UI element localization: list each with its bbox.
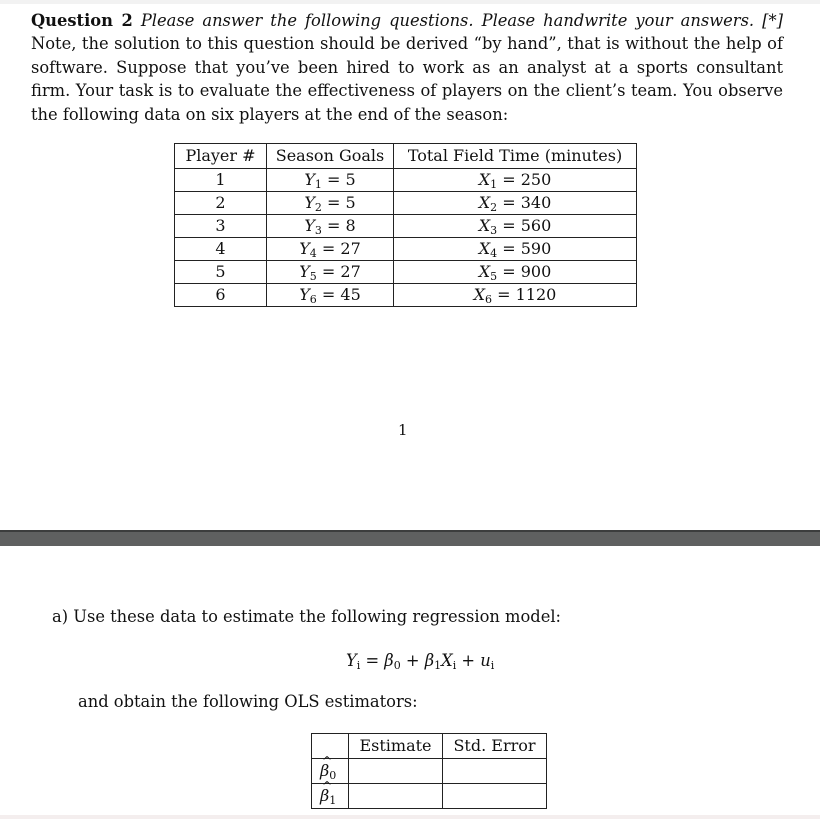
- page-separator: [0, 530, 820, 546]
- field-time-cell: $X_2 = 340$: [394, 192, 637, 215]
- header-season-goals: Season Goals: [267, 144, 394, 169]
- part-a-text: Use these data to estimate the following regression model:: [73, 607, 562, 626]
- table-row: [175, 238, 637, 261]
- estimate-cell: [349, 784, 443, 809]
- std-error-cell: [443, 784, 547, 809]
- player-cell: 4: [175, 238, 267, 261]
- page-separator-edge: [0, 530, 820, 532]
- beta-0-hat: ^ $\beta_0$: [312, 759, 349, 784]
- player-cell: 6: [175, 284, 267, 307]
- goals-cell: $Y_1 = 5$: [267, 169, 394, 192]
- header-std-error: Std. Error: [443, 734, 547, 759]
- field-time-cell: $X_3 = 560$: [394, 215, 637, 238]
- question-heading: Question 2: [31, 11, 133, 30]
- page-number: 1: [398, 421, 408, 439]
- table-row: [175, 215, 637, 238]
- question-instruction: Please answer the following questions. Please handwrite your answers. [*]: [140, 11, 783, 30]
- table-header-row: [175, 144, 637, 169]
- table-row: [175, 284, 637, 307]
- bottom-border: [0, 815, 820, 819]
- table-row: [312, 759, 547, 784]
- table-row: [175, 261, 637, 284]
- player-cell: 3: [175, 215, 267, 238]
- player-cell: 1: [175, 169, 267, 192]
- player-cell: 5: [175, 261, 267, 284]
- header-estimate: Estimate: [349, 734, 443, 759]
- beta-1-hat: ^ $\beta_1$: [312, 784, 349, 809]
- table-row: [175, 169, 637, 192]
- goals-cell: $Y_5 = 27$: [267, 261, 394, 284]
- goals-cell: $Y_3 = 8$: [267, 215, 394, 238]
- field-time-cell: $X_5 = 900$: [394, 261, 637, 284]
- field-time-cell: $X_4 = 590$: [394, 238, 637, 261]
- estimate-cell: [349, 759, 443, 784]
- field-time-cell: $X_6 = 1120$: [394, 284, 637, 307]
- goals-cell: $Y_2 = 5$: [267, 192, 394, 215]
- table-header-row: [312, 734, 547, 759]
- top-border: [0, 0, 820, 4]
- question-paragraph: [31, 9, 783, 126]
- part-a-prompt: [52, 607, 561, 626]
- goals-cell: $Y_4 = 27$: [267, 238, 394, 261]
- player-cell: 2: [175, 192, 267, 215]
- table-row: [312, 784, 547, 809]
- std-error-cell: [443, 759, 547, 784]
- table-row: [175, 192, 637, 215]
- player-data-table: [174, 143, 637, 307]
- estimators-table: [311, 733, 547, 809]
- header-player: Player #: [175, 144, 267, 169]
- goals-cell: $Y_6 = 45$: [267, 284, 394, 307]
- question-body: Note, the solution to this question should be derived “by hand”, that is without the help of software. Suppose that you’ve been hired to work as an analyst at a sports consultant firm. Your task is to evaluate the effectiveness of players on the client’s team. You observe the following data on six players at the end of the season:: [31, 34, 783, 124]
- header-field-time: Total Field Time (minutes): [394, 144, 637, 169]
- part-a-label: a): [52, 607, 69, 626]
- obtain-text: and obtain the following OLS estimators:: [78, 692, 418, 711]
- regression-equation: $Y_i = \beta_0 + \beta_1X_i + u_i$: [346, 651, 495, 672]
- field-time-cell: $X_1 = 250$: [394, 169, 637, 192]
